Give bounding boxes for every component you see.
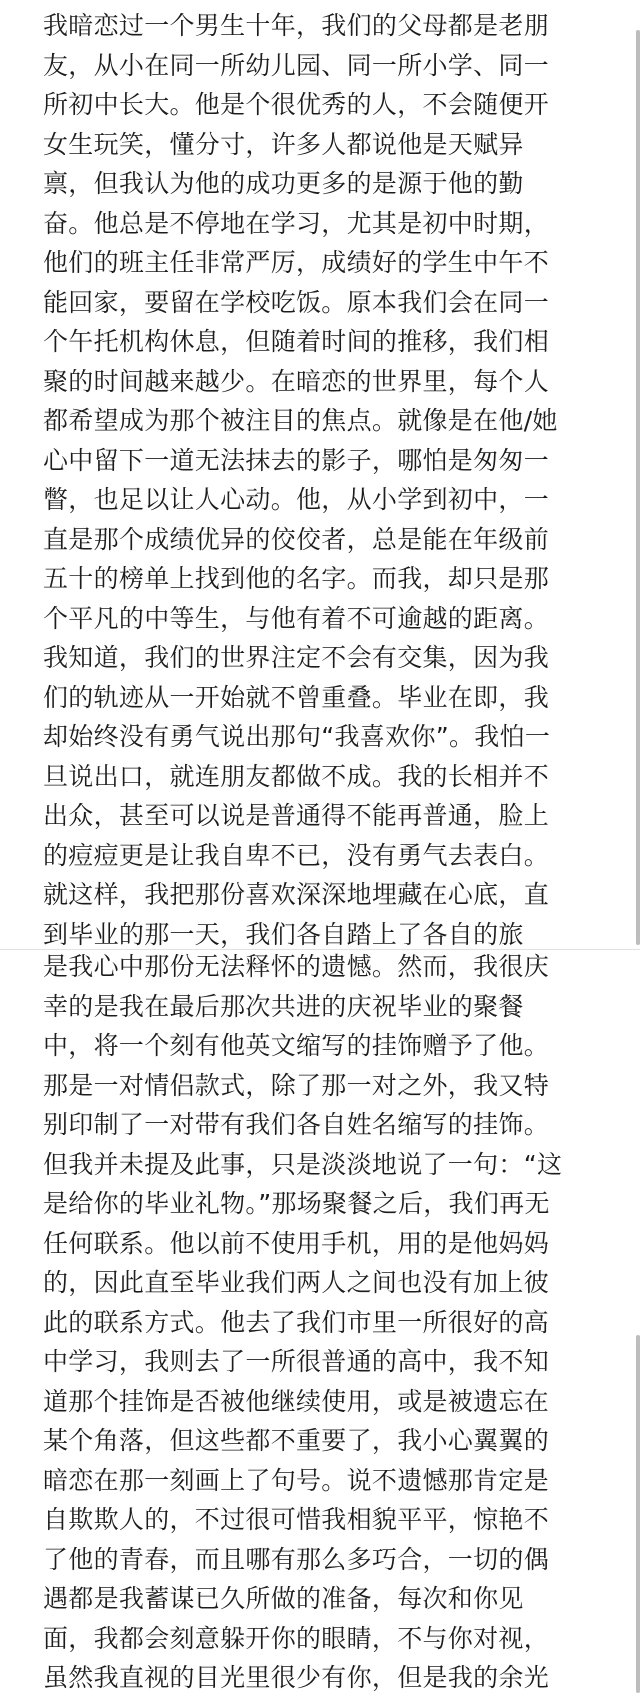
- text-line: 友，从小在同一所幼儿园、同一所小学、同一: [43, 50, 550, 80]
- text-line: 他们的班主任非常严厉，成绩好的学生中午不: [43, 248, 550, 277]
- text-line: 某个角落，但这些都不重要了，我小心翼翼的: [43, 1426, 550, 1455]
- text-line: 别印制了一对带有我们各自姓名缩写的挂饰。: [43, 1110, 550, 1139]
- text-line: 个平凡的中等生，与他有着不可逾越的距离。: [43, 603, 550, 633]
- scrollbar-thumb[interactable]: [636, 1335, 640, 1693]
- text-line: 个午托机构休息，但随着时间的推移，我们相: [43, 327, 550, 356]
- paragraph-lines: [43, 950, 562, 1697]
- text-line: 直是那个成绩优异的佼佼者，总是能在年级前: [43, 524, 550, 554]
- text-line: 中学习，我则去了一所很普通的高中，我不知: [43, 1347, 550, 1376]
- text-line: 却始终没有勇气说出那句“我喜欢你”。我怕一: [43, 722, 551, 751]
- text-line: 到毕业的那一天，我们各自踏上了各自的旅: [43, 919, 524, 949]
- text-line: 五十的榜单上找到他的名字。而我，却只是那: [43, 564, 550, 593]
- text-line: 心中留下一道无法抹去的影子，哪怕是匆匆一: [43, 445, 550, 475]
- text-line: 旦说出口，就连朋友都做不成。我的长相并不: [43, 761, 550, 791]
- text-line: 自欺欺人的，不过很可惜我相貌平平，惊艳不: [43, 1505, 550, 1534]
- text-line: 我知道，我们的世界注定不会有交集，因为我: [43, 643, 550, 672]
- text-line: 的痘痘更是让我自卑不已，没有勇气去表白。: [43, 840, 550, 870]
- text-line: 是我心中那份无法释怀的遗憾。然而，我很庆: [43, 952, 550, 981]
- text-line: 都希望成为那个被注目的焦点。就像是在他/她: [43, 406, 558, 435]
- text-panel-2[interactable]: [0, 950, 640, 1697]
- text-line: 我暗恋过一个男生十年，我们的父母都是老朋: [43, 11, 550, 40]
- text-line: 禀，但我认为他的成功更多的是源于他的勤: [43, 169, 524, 198]
- text-line: 面，我都会刻意躲开你的眼睛，不与你对视，: [43, 1623, 550, 1653]
- text-line: 但我并未提及此事，只是淡淡地说了一句：“这: [43, 1149, 563, 1179]
- text-line: 出众，甚至可以说是普通得不能再普通，脸上: [43, 801, 550, 830]
- text-line: 所初中长大。他是个很优秀的人，不会随便开: [43, 90, 550, 119]
- text-line: 瞥，也足以让人心动。他，从小学到初中，一: [43, 485, 550, 514]
- text-line: 是给你的毕业礼物。”那场聚餐之后，我们再无: [43, 1189, 550, 1218]
- text-line: 就这样，我把那份喜欢深深地埋藏在心底，直: [43, 880, 550, 909]
- text-line: 能回家，要留在学校吃饭。原本我们会在同一: [43, 287, 550, 317]
- scrollbar-thumb[interactable]: [636, 30, 640, 945]
- text-line: 道那个挂饰是否被他继续使用，或是被遗忘在: [43, 1386, 550, 1416]
- text-line: 虽然我直视的目光里很少有你，但是我的余光: [43, 1663, 550, 1692]
- text-line: 暗恋在那一刻画上了句号。说不遗憾那肯定是: [43, 1465, 550, 1495]
- text-line: 中，将一个刻有他英文缩写的挂饰赠予了他。: [43, 1031, 550, 1060]
- text-line: 们的轨迹从一开始就不曾重叠。毕业在即，我: [43, 682, 550, 712]
- paragraph-lines: [43, 6, 558, 950]
- text-line: 了他的青春，而且哪有那么多巧合，一切的偶: [43, 1544, 550, 1574]
- text-line: 此的联系方式。他去了我们市里一所很好的高: [43, 1307, 550, 1337]
- text-line: 任何联系。他以前不使用手机，用的是他妈妈: [43, 1228, 550, 1258]
- text-line: 女生玩笑，懂分寸，许多人都说他是天赋异: [43, 129, 524, 159]
- text-line: 遇都是我蓄谋已久所做的准备，每次和你见: [43, 1584, 524, 1613]
- text-line: 幸的是我在最后那次共进的庆祝毕业的聚餐: [43, 991, 524, 1021]
- text-line: 聚的时间越来越少。在暗恋的世界里，每个人: [43, 366, 550, 396]
- text-line: 奋。他总是不停地在学习，尤其是初中时期，: [43, 208, 550, 238]
- text-line: 那是一对情侣款式，除了那一对之外，我又特: [43, 1070, 550, 1100]
- text-line: 的，因此直至毕业我们两人之间也没有加上彼: [43, 1268, 550, 1297]
